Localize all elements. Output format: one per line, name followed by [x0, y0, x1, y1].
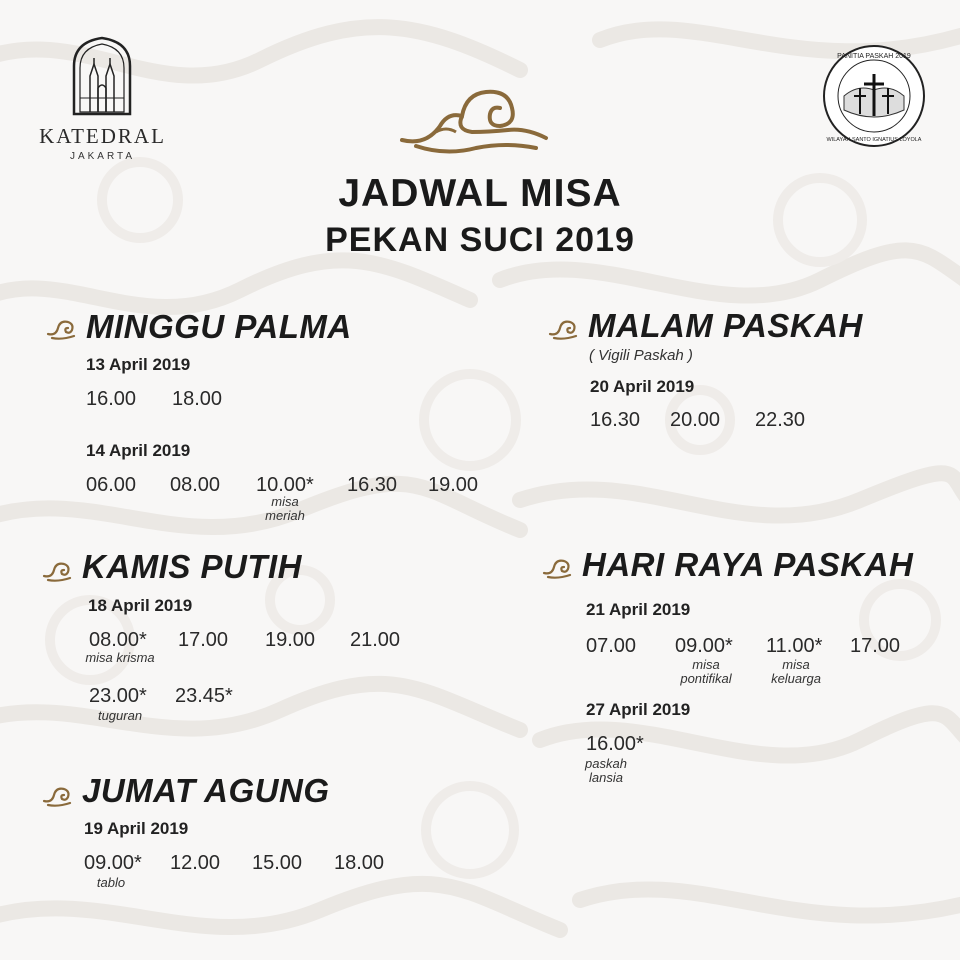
mass-time: 16.30	[590, 409, 641, 431]
mass-time: 09.00*	[675, 635, 733, 657]
mass-time: 08.00*	[89, 629, 147, 651]
mass-time: 17.00	[178, 629, 229, 651]
section-title-jumat-agung: JUMAT AGUNG	[82, 772, 330, 809]
mass-time: 16.00	[86, 388, 137, 410]
mass-note: misa krisma	[85, 650, 155, 665]
cloud-bullet-icon	[548, 318, 578, 340]
mass-time: 16.30	[347, 474, 398, 496]
date-label: 19 April 2019	[84, 819, 189, 838]
mass-time: 10.00*	[256, 474, 314, 496]
mass-time: 22.30	[755, 409, 806, 431]
mass-time: 08.00	[170, 474, 221, 496]
mass-note: misa keluarga	[771, 657, 821, 686]
section-title-kamis-putih: KAMIS PUTIH	[82, 548, 302, 585]
mass-note: tuguran	[97, 708, 143, 723]
panitia-paskah-seal-icon	[822, 44, 926, 148]
mass-note: misa meriah	[265, 494, 305, 523]
mass-note: tablo	[96, 875, 126, 890]
svg-text:PANITIA PASKAH 2019: PANITIA PASKAH 2019	[837, 53, 911, 60]
mass-time: 12.00	[170, 852, 221, 874]
mass-time: 23.45*	[175, 685, 233, 707]
mass-time: 19.00	[428, 474, 479, 496]
cloud-bullet-icon	[542, 557, 572, 579]
section-title-malam-paskah: MALAM PASKAH	[588, 307, 863, 344]
date-label: 18 April 2019	[88, 596, 193, 615]
mass-time: 16.00*	[586, 733, 644, 755]
mass-time: 21.00	[350, 629, 401, 651]
cathedral-name: KATEDRAL	[39, 124, 166, 148]
section-title-minggu-palma: MINGGU PALMA	[86, 308, 352, 345]
mass-time: 06.00	[86, 474, 137, 496]
cathedral-logo-icon	[70, 36, 134, 116]
date-label: 13 April 2019	[86, 355, 191, 374]
cloud-ornament-icon	[396, 86, 552, 158]
date-label: 20 April 2019	[590, 377, 695, 396]
cloud-bullet-icon	[46, 318, 76, 340]
date-label: 27 April 2019	[586, 700, 691, 719]
cloud-bullet-icon	[42, 560, 72, 582]
mass-time: 20.00	[670, 409, 721, 431]
mass-time: 09.00*	[84, 852, 142, 874]
mass-time: 17.00	[850, 635, 901, 657]
page-title: JADWAL MISA	[338, 172, 622, 215]
mass-time: 23.00*	[89, 685, 147, 707]
mass-time: 11.00*	[766, 635, 823, 657]
cloud-bullet-icon	[42, 785, 72, 807]
mass-time: 15.00	[252, 852, 303, 874]
cathedral-city: JAKARTA	[69, 151, 136, 162]
mass-time: 18.00	[172, 388, 223, 410]
page-subtitle: PEKAN SUCI 2019	[325, 221, 635, 259]
mass-time: 18.00	[334, 852, 385, 874]
mass-note: paskah lansia	[585, 756, 627, 785]
section-title-hari-raya-paskah: HARI RAYA PASKAH	[582, 546, 914, 583]
date-label: 21 April 2019	[586, 600, 691, 619]
mass-note: misa pontifikal	[680, 657, 732, 686]
section-subtitle: ( Vigili Paskah )	[589, 347, 693, 364]
svg-text:WILAYAH SANTO IGNATIUS LOYOLA: WILAYAH SANTO IGNATIUS LOYOLA	[826, 137, 922, 143]
date-label: 14 April 2019	[86, 441, 191, 460]
mass-time: 07.00	[586, 635, 637, 657]
mass-time: 19.00	[265, 629, 316, 651]
